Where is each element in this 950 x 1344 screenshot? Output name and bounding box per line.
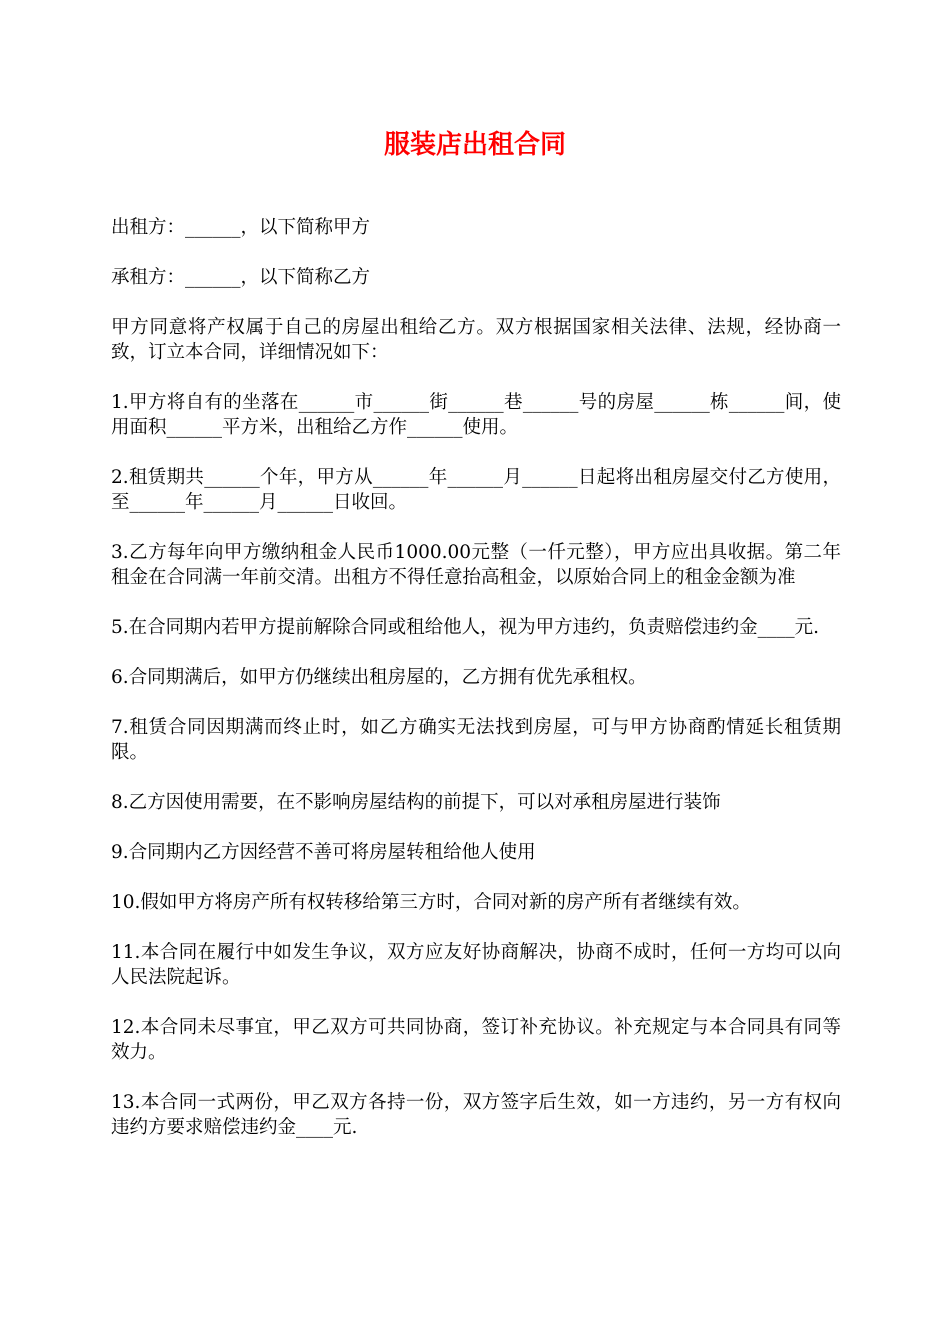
- paragraph-lessor: 出租方：______，以下简称甲方: [111, 217, 371, 238]
- paragraph-lessee: 承租方：______，以下简称乙方: [111, 267, 371, 288]
- clause-12: 12.本合同未尽事宜，甲乙双方可共同协商，签订补充协议。补充规定与本合同具有同等效力。: [111, 1017, 841, 1063]
- clause-9: 9.合同期内乙方因经营不善可将房屋转租给他人使用: [111, 842, 536, 863]
- clause-3: 3.乙方每年向甲方缴纳租金人民币1000.00元整（一仟元整），甲方应出具收据。第二年租金在合同满一年前交清。出租方不得任意抬高租金，以原始合同上的租金金额为准: [111, 542, 841, 588]
- clause-6: 6.合同期满后，如甲方仍继续出租房屋的，乙方拥有优先承租权。: [111, 667, 647, 688]
- clause-5: 5.在合同期内若甲方提前解除合同或租给他人，视为甲方违约，负责赔偿违约金____元.: [111, 617, 820, 638]
- clause-13: 13.本合同一式两份，甲乙双方各持一份，双方签字后生效，如一方违约，另一方有权向违约方要求赔偿违约金____元.: [111, 1092, 841, 1138]
- clause-2: 2.租赁期共______个年，甲方从______年______月______日起将出租房屋交付乙方使用，至______年______月______日收回。: [111, 467, 841, 513]
- clause-1: 1.甲方将自有的坐落在______市______街______巷______号的房屋______栋______间，使用面积______平方米，出租给乙方作______使用。: [111, 392, 841, 438]
- clause-7: 7.租赁合同因期满而终止时，如乙方确实无法找到房屋，可与甲方协商酌情延长租赁期限。: [111, 717, 841, 763]
- paragraph-preamble: 甲方同意将产权属于自己的房屋出租给乙方。双方根据国家相关法律、法规，经协商一致，订立本合同，详细情况如下：: [111, 317, 841, 363]
- clause-10: 10.假如甲方将房产所有权转移给第三方时，合同对新的房产所有者继续有效。: [111, 892, 751, 913]
- document-body: [111, 215, 841, 1165]
- clause-8: 8.乙方因使用需要，在不影响房屋结构的前提下，可以对承租房屋进行装饰: [111, 792, 721, 813]
- document-title: 服装店出租合同: [383, 130, 566, 160]
- clause-11: 11.本合同在履行中如发生争议，双方应友好协商解决，协商不成时，任何一方均可以向人民法院起诉。: [111, 942, 841, 988]
